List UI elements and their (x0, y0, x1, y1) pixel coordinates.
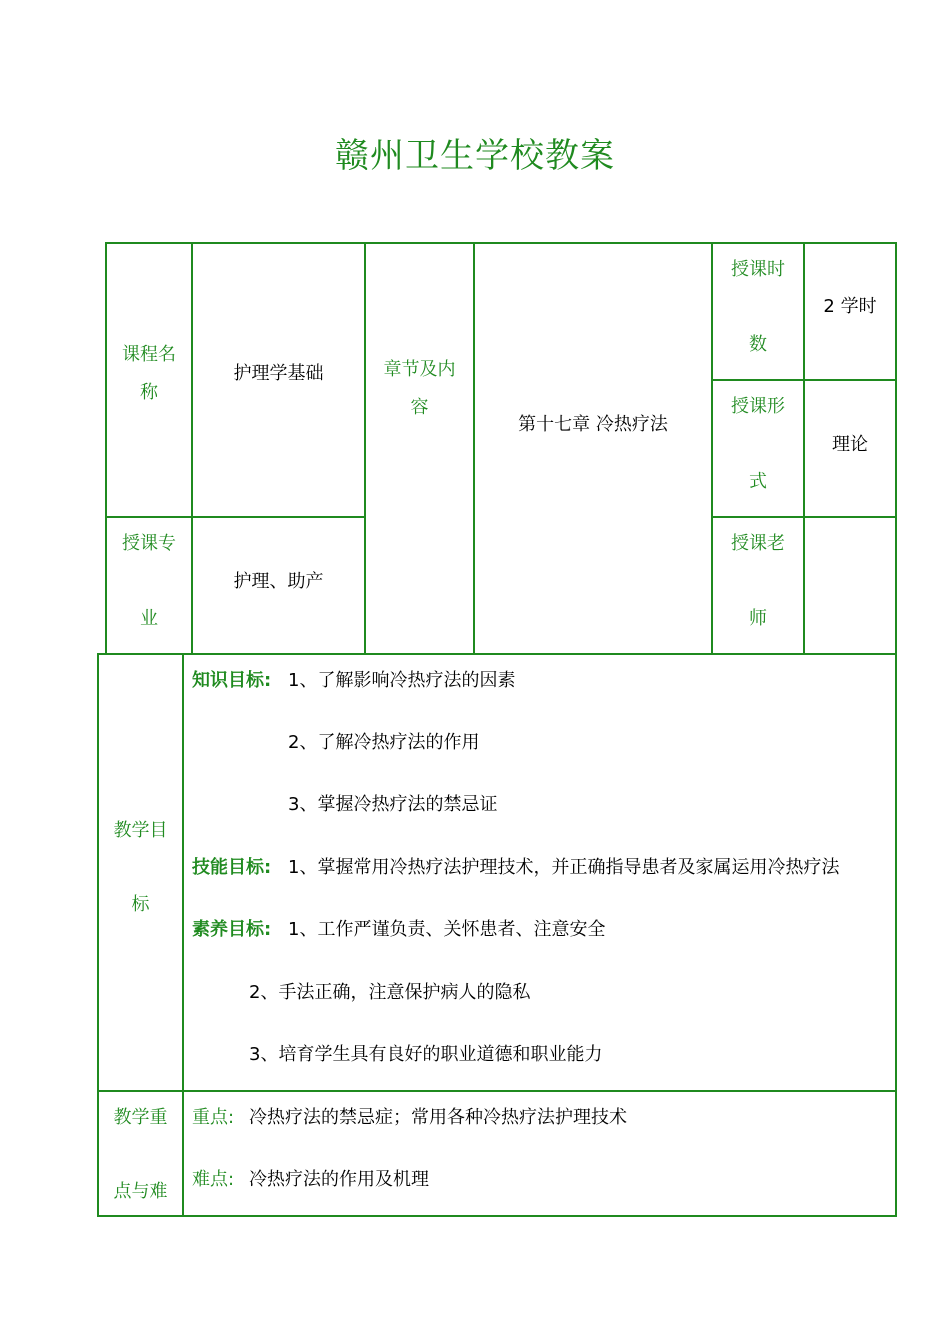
table-divider (364, 242, 366, 655)
table-divider (182, 653, 184, 1217)
page-title: 赣州卫生学校教案 (335, 136, 615, 176)
table-divider (105, 516, 366, 518)
key-points-label: 教学重 点与难 (113, 1107, 168, 1202)
form-value: 理论 (832, 434, 868, 455)
chapter-label: 章节及内 容 (383, 359, 456, 418)
knowledge-objective-item: 2、了解冷热疗法的作用 (288, 732, 480, 753)
table-border-bottom (97, 1215, 897, 1217)
objectives-label: 教学目 标 (113, 820, 168, 915)
course-name-value: 护理学基础 (233, 363, 324, 384)
form-label: 授课形 式 (731, 396, 785, 492)
difficult-point-text: 冷热疗法的作用及机理 (249, 1169, 429, 1190)
difficult-point-label: 难点: (192, 1169, 235, 1190)
hours-value: 2 学时 (823, 296, 877, 317)
quality-objective-item: 2、手法正确，注意保护病人的隐私 (249, 982, 531, 1003)
major-label: 授课专 业 (122, 533, 176, 629)
knowledge-objective-label: 知识目标: (192, 670, 272, 691)
major-value: 护理、助产 (233, 571, 324, 592)
table-border-top (105, 242, 897, 244)
knowledge-objective-item: 3、掌握冷热疗法的禁忌证 (288, 794, 498, 815)
quality-objective-label: 素养目标: (192, 919, 272, 940)
quality-objective-item: 3、培育学生具有良好的职业道德和职业能力 (249, 1044, 603, 1065)
hours-label: 授课时 数 (731, 259, 785, 355)
key-point-text: 冷热疗法的禁忌症；常用各种冷热疗法护理技术 (249, 1107, 627, 1128)
knowledge-objective-item: 1、了解影响冷热疗法的因素 (288, 670, 516, 691)
key-point-label: 重点: (192, 1107, 235, 1128)
table-divider (473, 242, 475, 655)
skill-objective-item: 1、掌握常用冷热疗法护理技术，并正确指导患者及家属运用冷热疗法 (288, 857, 840, 878)
table-divider (191, 242, 193, 655)
table-divider (97, 1090, 897, 1092)
course-name-label: 课程名 称 (122, 344, 176, 403)
skill-objective-label: 技能目标: (192, 857, 272, 878)
chapter-value: 第十七章 冷热疗法 (518, 414, 668, 435)
table-border-right (895, 242, 897, 1217)
quality-objective-item: 1、工作严谨负责、关怀患者、注意安全 (288, 919, 606, 940)
table-divider (97, 653, 897, 655)
teacher-label: 授课老 师 (731, 533, 785, 629)
